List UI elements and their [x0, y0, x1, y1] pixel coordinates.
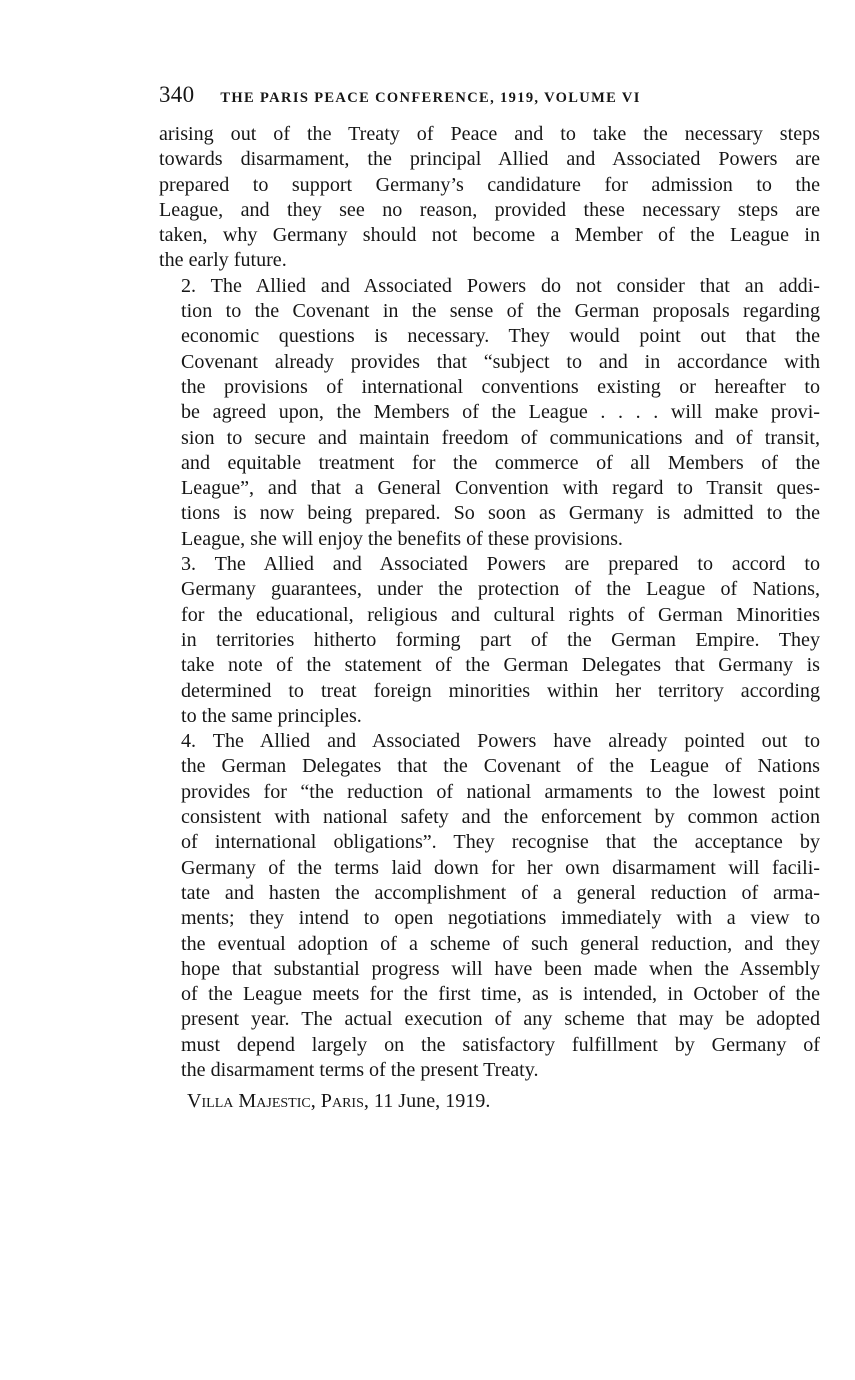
text-line: tate and hasten the accomplishment of a general reduction of arma- [181, 881, 820, 904]
signature-line [159, 1089, 820, 1114]
text-line: Covenant already provides that “subject to and in accordance with [181, 350, 820, 373]
paragraph-point-2 [159, 274, 820, 552]
text-line: League, she will enjoy the benefits of these provisions. [181, 527, 623, 550]
signature-place: Villa Majestic [187, 1090, 311, 1113]
page-number: 340 [159, 82, 195, 107]
text-line: the early future. [159, 249, 287, 272]
running-title: THE PARIS PEACE CONFERENCE, 1919, VOLUME VI [220, 90, 641, 106]
text-line: hope that substantial progress will have been made when the Assembly [181, 957, 820, 980]
signature-city: Paris [320, 1090, 364, 1113]
text-line: to the same principles. [181, 704, 362, 727]
text-line: 2. The Allied and Associated Powers do not consider that an addi- [181, 274, 820, 297]
text-line: 3. The Allied and Associated Powers are prepared to accord to [181, 553, 820, 576]
paragraph-point-3 [159, 552, 820, 729]
text-line: prepared to support Germany’s candidature for admission to the [159, 173, 820, 196]
text-line: tion to the Covenant in the sense of the German proposals regarding [181, 300, 820, 323]
text-line: ments; they intend to open negotiations immediately with a view to [181, 907, 820, 930]
text-line: the eventual adoption of a scheme of such general reduction, and they [181, 932, 820, 955]
text-line: Germany of the terms laid down for her own disarmament will facili- [181, 856, 820, 879]
text-line: and equitable treatment for the commerce of all Members of the [181, 451, 820, 474]
paragraph-point-4 [159, 729, 820, 1083]
text-line: take note of the statement of the German Delegates that Germany is [181, 654, 820, 677]
body-text [159, 122, 820, 1083]
text-line: League, and they see no reason, provided these necessary steps are [159, 198, 820, 221]
text-line: determined to treat foreign minorities within her territory according [181, 679, 820, 702]
text-line: of the League meets for the first time, as is intended, in October of the [181, 983, 820, 1006]
signature-date: 11 June, 1919. [373, 1090, 491, 1113]
text-line: the German Delegates that the Covenant of the League of Nations [181, 755, 820, 778]
text-line: sion to secure and maintain freedom of communications and of transit, [181, 426, 820, 449]
text-line: arising out of the Treaty of Peace and to take the necessary steps [159, 123, 820, 145]
running-head [159, 82, 820, 112]
text-line: economic questions is necessary. They would point out that the [181, 325, 820, 348]
paragraph-continuation [159, 122, 820, 274]
text-line: 4. The Allied and Associated Powers have already pointed out to [181, 730, 820, 753]
text-line: tions is now being prepared. So soon as Germany is admitted to the [181, 502, 820, 525]
text-line: must depend largely on the satisfactory fulfillment by Germany of [181, 1033, 820, 1056]
text-line: be agreed upon, the Members of the League . . . . will make provi- [181, 401, 820, 424]
document-page [159, 82, 820, 1114]
signature-sep-2: , [363, 1090, 374, 1113]
text-line: of international obligations”. They recognise that the acceptance by [181, 831, 820, 854]
text-line: towards disarmament, the principal Allied and Associated Powers are [159, 148, 820, 171]
text-line: the disarmament terms of the present Treaty. [181, 1058, 539, 1081]
text-line: League”, and that a General Convention with regard to Transit ques- [181, 477, 820, 500]
text-line: taken, why Germany should not become a Member of the League in [159, 224, 820, 247]
signature-sep-1: , [310, 1090, 321, 1113]
text-line: in territories hitherto forming part of the German Empire. They [181, 628, 820, 651]
text-line: present year. The actual execution of any scheme that may be adopted [181, 1008, 820, 1031]
text-line: provides for “the reduction of national armaments to the lowest point [181, 780, 820, 803]
text-line: consistent with national safety and the enforcement by common action [181, 806, 820, 829]
text-line: for the educational, religious and cultural rights of German Minorities [181, 603, 820, 626]
text-line: Germany guarantees, under the protection of the League of Nations, [181, 578, 820, 601]
text-line: the provisions of international conventions existing or hereafter to [181, 375, 820, 398]
